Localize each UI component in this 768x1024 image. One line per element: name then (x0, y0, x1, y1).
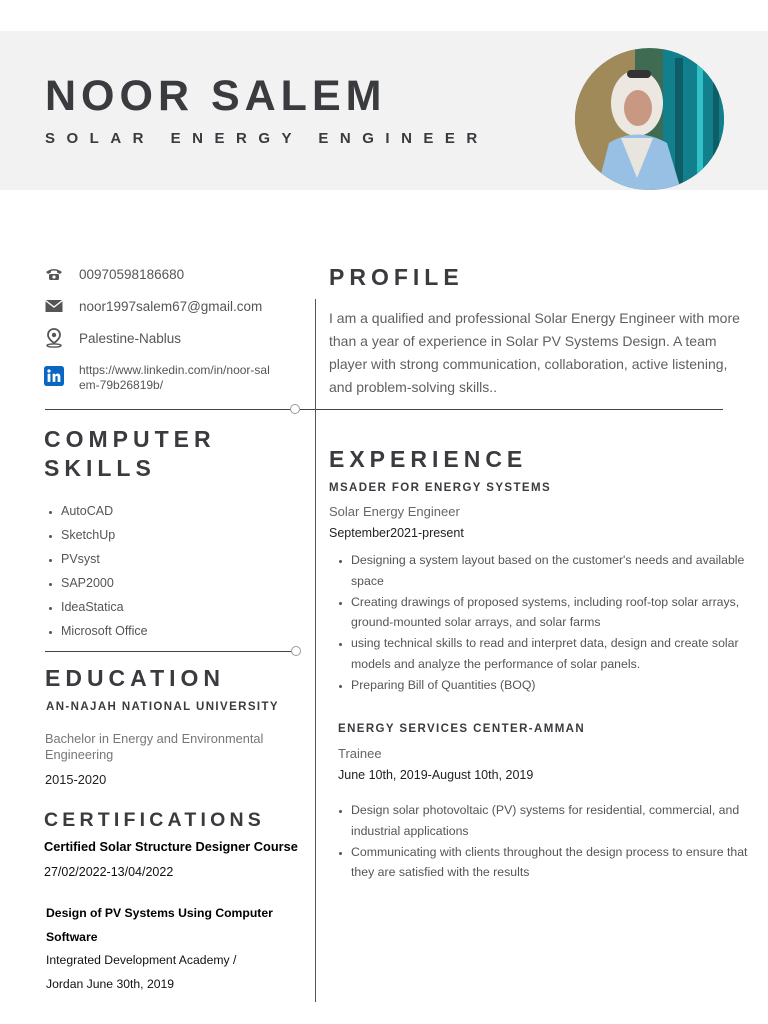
skill-item: • AutoCAD (61, 502, 148, 526)
job-duty: • Design solar photovoltaic (PV) systems for residential, commercial, and industrial applications (351, 800, 755, 842)
divider-right-top (300, 409, 723, 410)
envelope-icon (44, 296, 64, 316)
divider-left-mid (45, 651, 292, 652)
certification-dates: 27/02/2022-13/04/2022 (44, 865, 174, 879)
job-title: SOLAR ENERGY ENGINEER (45, 130, 489, 147)
phone-number[interactable]: 00970598186680 (79, 266, 185, 282)
degree-name: Bachelor in Energy and Environmental Engineering (45, 731, 264, 762)
certification-title: Design of PV Systems Using Computer Software (46, 906, 273, 944)
skill-item: • Microsoft Office (61, 622, 148, 646)
job-duty: • Creating drawings of proposed systems, including roof-top solar arrays, ground-mounted solar arrays, and solar farms (351, 592, 755, 634)
certifications-heading: CERTIFICATIONS (44, 809, 265, 831)
divider-dot (290, 404, 300, 414)
job-role: Trainee (338, 746, 382, 761)
location-text: Palestine-Nablus (79, 330, 182, 346)
column-divider (315, 299, 316, 1002)
job-dates: September2021-present (329, 526, 464, 540)
education-years: 2015-2020 (45, 772, 107, 787)
education-heading: EDUCATION (45, 665, 226, 691)
job-dates: June 10th, 2019-August 10th, 2019 (338, 768, 534, 782)
profile-photo (575, 48, 724, 190)
job-role: Solar Energy Engineer (329, 504, 460, 519)
divider-left-top (45, 409, 292, 410)
job-duty: • Designing a system layout based on the customer's needs and available space (351, 550, 755, 592)
job-duty: • Preparing Bill of Quantities (BOQ) (351, 675, 755, 696)
email-address[interactable]: noor1997salem67@gmail.com (79, 298, 263, 314)
contact-linkedin (44, 363, 270, 392)
company-name: MSADER FOR ENERGY SYSTEMS (329, 482, 552, 494)
contact-email (44, 296, 263, 316)
linkedin-icon[interactable] (44, 366, 64, 386)
linkedin-url[interactable]: https://www.linkedin.com/in/noor-salem-79b26819b/ (79, 363, 270, 392)
job-duties-list (329, 800, 755, 883)
contact-phone (44, 264, 185, 284)
job-duty: • Communicating with clients throughout the design process to ensure that they are satisfied with the results (351, 842, 755, 884)
contact-location (44, 328, 182, 348)
profile-heading: PROFILE (329, 264, 464, 290)
skill-item: • IdeaStatica (61, 598, 148, 622)
skill-item: • SAP2000 (61, 574, 148, 598)
company-name: ENERGY SERVICES CENTER-AMMAN (338, 723, 586, 735)
experience-heading: EXPERIENCE (329, 446, 528, 472)
skill-item: • SketchUp (61, 526, 148, 550)
certification-detail: Integrated Development Academy / Jordan June 30th, 2019 (46, 953, 237, 991)
job-duty: • using technical skills to read and interpret data, design and create solar models and analyze the performance of solar panels. (351, 633, 755, 675)
certification-title: Certified Solar Structure Designer Course (44, 839, 298, 854)
job-duties-list (329, 550, 755, 696)
divider-dot (291, 646, 301, 656)
candidate-name: NOOR SALEM (45, 72, 387, 120)
university-name: AN-NAJAH NATIONAL UNIVERSITY (46, 701, 280, 713)
phone-icon (44, 264, 64, 284)
skills-heading: COMPUTER SKILLS (44, 426, 216, 481)
skill-item: • PVsyst (61, 550, 148, 574)
location-pin-icon (44, 328, 64, 348)
skills-list (44, 502, 148, 646)
profile-summary: I am a qualified and professional Solar Energy Engineer with more than a year of experience in Solar PV Systems Design. A team player with strong communication, collaboration, active listening, and problem-solving skills.. (329, 310, 740, 395)
